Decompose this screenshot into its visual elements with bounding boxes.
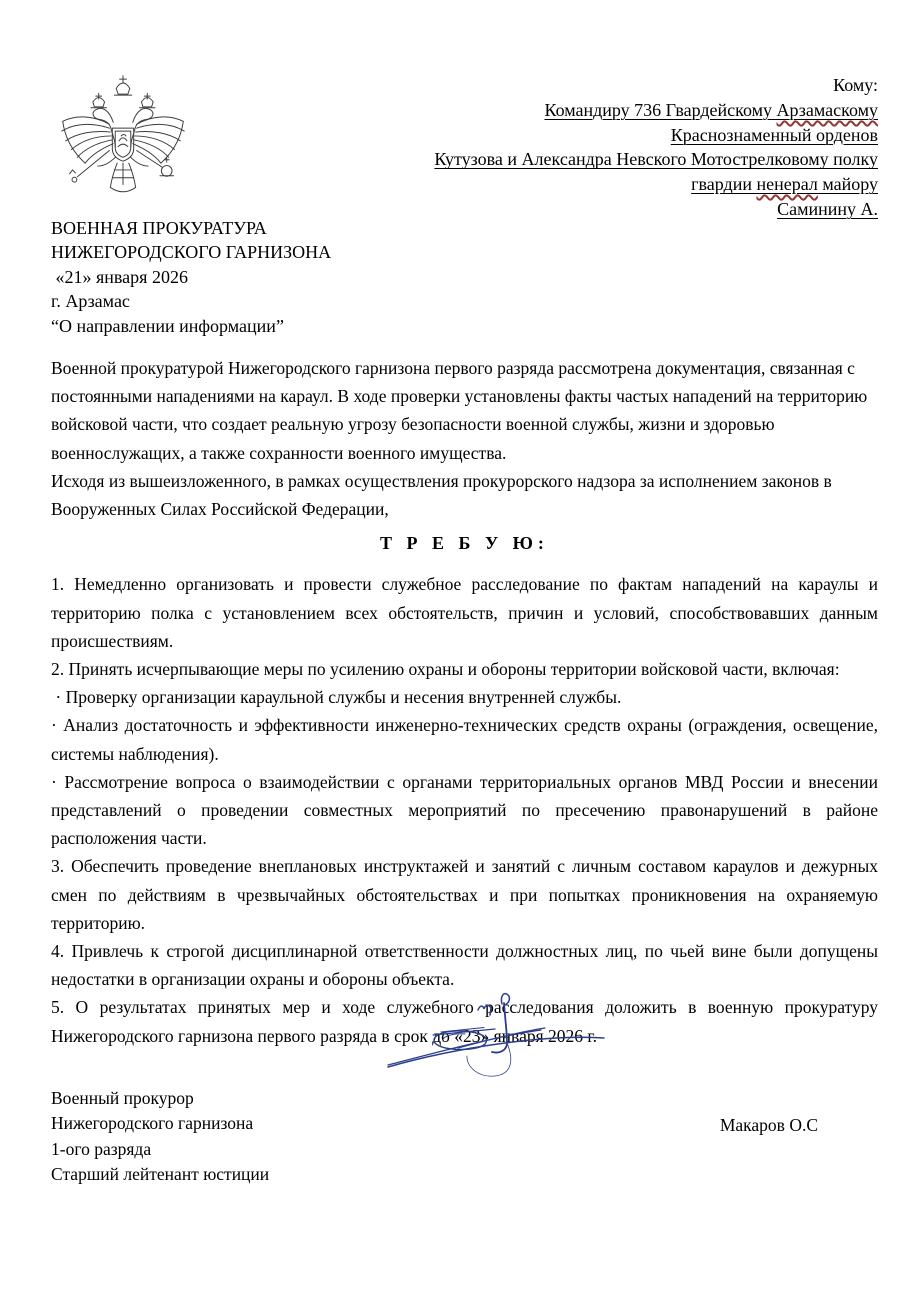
addressee-line: Краснознаменный орденов xyxy=(670,124,878,145)
document-date: «21» января 2026 xyxy=(51,266,188,287)
demand-heading: Т Р Е Б У Ю: xyxy=(380,533,549,554)
document-body xyxy=(51,354,878,1050)
sender-block xyxy=(51,216,331,338)
list-item: · Рассмотрение вопроса о взаимодействии с органами территориальных органов МВД России и внесении представлений о проведении совместных мероприятий по пресечению правонарушений в районе расположения части. xyxy=(51,771,878,849)
list-item: · Проверку организации караульной службы и несения внутренней службы. xyxy=(51,687,622,708)
list-item: · Анализ достаточность и эффективности инженерно-технических средств охраны (ограждения, освещение, системы наблюдения). xyxy=(51,715,878,764)
addressee-line: гвардии ненерал майору xyxy=(691,174,878,195)
list-item: 3. Обеспечить проведение внеплановых инструктажей и занятий с личным составом караулов и дежурных смен по действиям в чрезвычайных обстоятельствах и при попытках проникновения на охраняемую территорию. xyxy=(51,856,878,933)
sender-org-line1: ВОЕННАЯ ПРОКУРАТУРА xyxy=(51,218,267,238)
sender-org-line2: НИЖЕГОРОДСКОГО ГАРНИЗОНА xyxy=(51,242,332,263)
list-item: 5. О результатах принятых мер и ходе служебного расследования доложить в военную прокуратуру Нижегородского гарнизона первого разряда в срок до «23» января 2026 г. xyxy=(51,997,878,1046)
list-item: 1. Немедленно организовать и провести служебное расследование по фактам нападений на караулы и территорию полка с установлением всех обстоятельств, причин и условий, способствовавших данным происшествиям. xyxy=(51,574,878,651)
signoff-garrison: Нижегородского гарнизона xyxy=(51,1113,254,1134)
addressee-to-label: Кому: xyxy=(833,75,878,95)
addressee-line: Кутузова и Александра Невского Мотострелковому полку xyxy=(434,149,878,170)
misspelled-word: ненерал xyxy=(756,174,818,195)
addressee-line: Саминину А. xyxy=(777,198,878,219)
signer-name: Макаров О.С xyxy=(719,1115,818,1135)
document-city: г. Арзамас xyxy=(51,291,130,312)
handwritten-signature xyxy=(383,986,615,1084)
signoff-title: Военный прокурор xyxy=(51,1088,194,1108)
list-item: 2. Принять исчерпывающие меры по усилению охраны и обороны территории войсковой части, включая: xyxy=(51,659,840,680)
addressee-line: Командиру 736 Гвардейскому Арзамаскому xyxy=(544,99,878,120)
body-paragraph: Исходя из вышеизложенного, в рамках осуществления прокурорского надзора за исполнением законов в Вооруженных Силах Российской Федерации, xyxy=(51,470,832,520)
addressee-block xyxy=(330,73,878,222)
russian-coat-of-arms-emblem xyxy=(55,66,191,202)
signoff-rank-class: 1-ого разряда xyxy=(51,1138,152,1159)
document-subject: “О направлении информации” xyxy=(51,315,284,336)
body-paragraph: Военной прокуратурой Нижегородского гарнизона первого разряда рассмотрена документация, связанная с постоянными нападениями на караул. В ходе проверки установлены факты частых нападений на территорию войсковой части, что создает реальную угрозу безопасности военной службы, жизни и здоровью военнослужащих, а также сохранности военного имущества. xyxy=(51,358,868,463)
signoff-block xyxy=(51,1086,878,1188)
misspelled-word: Арзамаскому xyxy=(776,99,878,120)
list-item: 4. Привлечь к строгой дисциплинарной ответственности должностных лиц, по чьей вине были допущены недостатки в организации охраны и обороны объекта. xyxy=(51,941,878,990)
signoff-rank: Старший лейтенант юстиции xyxy=(51,1164,270,1185)
